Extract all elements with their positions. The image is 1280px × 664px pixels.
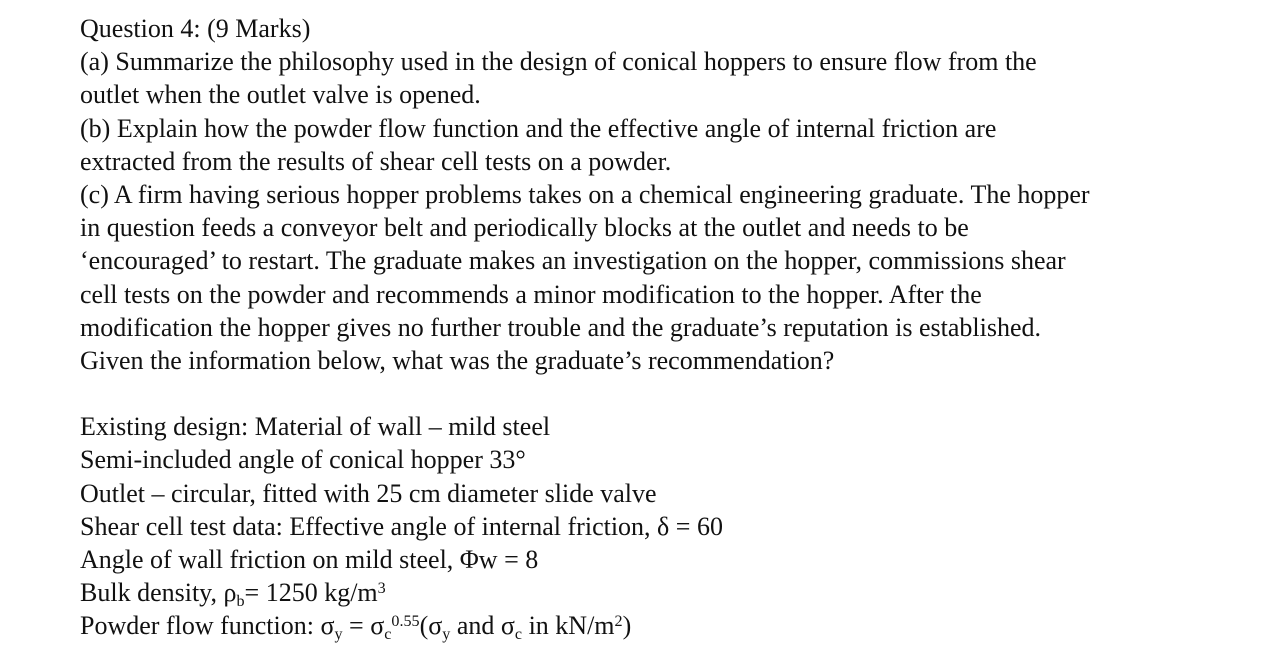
flow-function-sub-y: y <box>334 625 343 643</box>
part-a-line-1: (a) Summarize the philosophy used in the design of conical hoppers to ensure flow from the <box>80 47 1037 77</box>
part-c-line-2: in question feeds a conveyor belt and periodically blocks at the outlet and needs to be <box>80 213 969 243</box>
flow-function-open-paren: (σ <box>419 611 443 641</box>
flow-function-line <box>80 609 1260 642</box>
bulk-density-value: = 1250 kg/m <box>244 578 378 608</box>
flow-function-and: and σ <box>450 611 515 641</box>
flow-function-sub-y-2: y <box>442 625 451 643</box>
flow-function-sub-c-2: c <box>514 625 523 643</box>
bulk-density-prefix: Bulk density, ρ <box>80 578 237 608</box>
flow-function-units: in kN/m <box>522 611 615 641</box>
question-heading: Question 4: (9 Marks) <box>80 14 311 43</box>
part-c-line-4: cell tests on the powder and recommends a minor modification to the hopper. After the <box>80 279 982 309</box>
part-b-line-2: extracted from the results of shear cell tests on a powder. <box>80 146 672 176</box>
flow-function-units-superscript: 2 <box>614 613 623 631</box>
part-b-line-1: (b) Explain how the powder flow function and the effective angle of internal friction are <box>80 113 997 143</box>
flow-function-sub-c: c <box>384 625 392 643</box>
part-c-line-3: ‘encouraged’ to restart. The graduate makes an investigation on the hopper, commissions shear <box>80 246 1066 276</box>
flow-function-exponent: 0.55 <box>391 613 420 631</box>
existing-design-line: Existing design: Material of wall – mild steel <box>80 412 551 442</box>
bulk-density-line <box>80 576 1260 609</box>
part-c-line-5: modification the hopper gives no further trouble and the graduate’s reputation is established. <box>80 312 1042 342</box>
flow-function-close-paren: ) <box>622 611 632 641</box>
wall-friction-line: Angle of wall friction on mild steel, Φw = 8 <box>80 545 539 574</box>
bulk-density-subscript: b <box>236 592 245 610</box>
flow-function-prefix: Powder flow function: σ <box>80 611 335 641</box>
shear-cell-line: Shear cell test data: Effective angle of internal friction, δ = 60 <box>80 511 723 541</box>
semi-angle-line: Semi-included angle of conical hopper 33° <box>80 445 526 475</box>
question-document <box>80 12 1260 643</box>
part-c-line-6: Given the information below, what was the graduate’s recommendation? <box>80 345 835 375</box>
part-a-line-2: outlet when the outlet valve is opened. <box>80 80 481 110</box>
outlet-line: Outlet – circular, fitted with 25 cm diameter slide valve <box>80 478 657 508</box>
bulk-density-superscript: 3 <box>377 580 386 598</box>
part-c-line-1: (c) A firm having serious hopper problems takes on a chemical engineering graduate. The hopper <box>80 179 1090 209</box>
flow-function-equals: = σ <box>342 611 385 641</box>
blank-line <box>80 377 1260 410</box>
